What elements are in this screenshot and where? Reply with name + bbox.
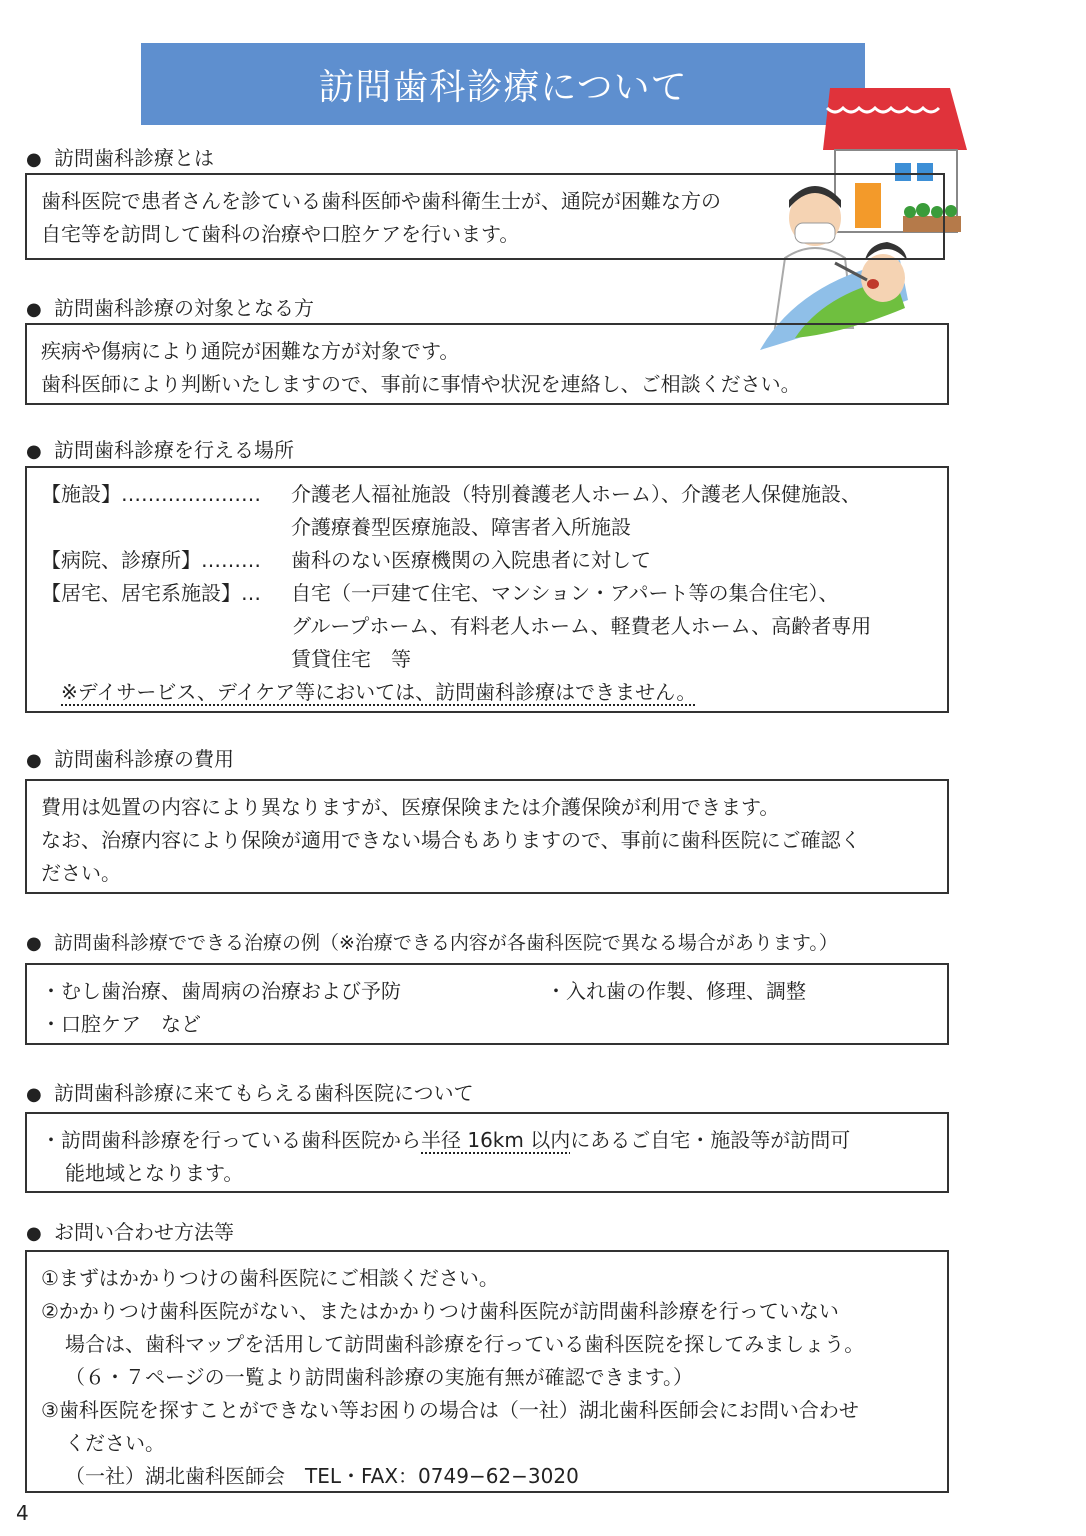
treatment-item-2: ・入れ歯の作製、修理、調整 <box>546 979 806 1003</box>
facility-line-2: 介護療養型医療施設、障害者入所施設 <box>291 515 631 539</box>
places-note: ※デイサービス、デイケア等においては、訪問歯科診療はできません。 <box>61 680 697 704</box>
bullet-icon: ● <box>26 933 42 954</box>
section-heading-about: ● 訪問歯科診療とは <box>26 145 214 173</box>
home-label: 【居宅、居宅系施設】… <box>41 581 261 605</box>
contact-line-1: ①まずはかかりつけの歯科医院にご相談ください。 <box>41 1266 499 1290</box>
home-line-2: グループホーム、有料老人ホーム、軽費老人ホーム、高齢者専用 <box>291 614 872 638</box>
contact-line-5: ③歯科医院を探すことができない等お困りの場合は（一社）湖北歯科医師会にお問い合わせ <box>41 1398 859 1422</box>
facility-line-1: 介護老人福祉施設（特別養護老人ホーム）、介護老人保健施設、 <box>291 482 861 506</box>
bullet-icon: ● <box>26 750 42 771</box>
cost-line-2: なお、治療内容により保険が適用できない場合もありますので、事前に歯科医院にご確認く <box>41 828 861 852</box>
home-line-3: 賃貸住宅 等 <box>291 647 411 671</box>
places-box <box>25 466 949 713</box>
section-heading-treatments: ● 訪問歯科診療でできる治療の例（※治療できる内容が各歯科医院で異なる場合があります。） <box>26 930 838 957</box>
hospital-value: 歯科のない医療機関の入院患者に対して <box>291 548 651 572</box>
about-line-1: 歯科医院で患者さんを診ている歯科医師や歯科衛生士が、通院が困難な方の <box>41 189 721 213</box>
clinics-line-1: ・訪問歯科診療を行っている歯科医院から半径 16km 以内にあるご自宅・施設等が訪問可 <box>41 1128 851 1152</box>
section-heading-clinics: ● 訪問歯科診療に来てもらえる歯科医院について <box>26 1080 474 1108</box>
section-heading-contact: ● お問い合わせ方法等 <box>26 1219 234 1247</box>
contact-phone: （一社）湖北歯科医師会 TEL・FAX：0749−62−3020 <box>65 1464 579 1488</box>
contact-line-2: ②かかりつけ歯科医院がない、またはかかりつけ歯科医院が訪問歯科診療を行っていない <box>41 1299 839 1323</box>
house-roof <box>823 88 967 150</box>
target-box <box>25 323 949 405</box>
hospital-label: 【病院、診療所】……… <box>41 548 261 572</box>
treatments-box <box>25 963 949 1045</box>
target-line-1: 疾病や傷病により通院が困難な方が対象です。 <box>41 339 460 363</box>
treatment-item-1: ・むし歯治療、歯周病の治療および予防 <box>41 979 401 1003</box>
bullet-icon: ● <box>26 299 42 320</box>
clinics-line-2: 能地域となります。 <box>65 1161 244 1185</box>
cost-box <box>25 779 949 894</box>
bullet-icon: ● <box>26 1223 42 1244</box>
bullet-icon: ● <box>26 441 42 462</box>
bullet-icon: ● <box>26 149 42 170</box>
cost-line-3: ださい。 <box>41 861 121 885</box>
page-number: 4 <box>16 1501 29 1525</box>
clinics-box <box>25 1112 949 1193</box>
target-line-2: 歯科医師により判断いたしますので、事前に事情や状況を連絡し、ご相談ください。 <box>41 372 801 396</box>
section-heading-places: ● 訪問歯科診療を行える場所 <box>26 437 294 465</box>
contact-line-3: 場合は、歯科マップを活用して訪問歯科診療を行っている歯科医院を探してみましょう。 <box>65 1332 865 1356</box>
contact-box <box>25 1250 949 1493</box>
cost-line-1: 費用は処置の内容により異なりますが、医療保険または介護保険が利用できます。 <box>41 795 780 819</box>
bullet-icon: ● <box>26 1084 42 1105</box>
facility-label: 【施設】………………… <box>41 482 261 506</box>
about-box <box>25 173 945 260</box>
section-heading-cost: ● 訪問歯科診療の費用 <box>26 746 234 774</box>
patient-figure <box>861 254 905 302</box>
contact-line-4: （６・７ページの一覧より訪問歯科診療の実施有無が確認できます。） <box>65 1365 693 1389</box>
radius-emphasis: 半径 16km 以内 <box>421 1128 571 1152</box>
contact-line-6: ください。 <box>65 1431 165 1455</box>
treatment-item-3: ・口腔ケア など <box>41 1012 201 1036</box>
page-title: 訪問歯科診療について <box>141 43 865 125</box>
home-line-1: 自宅（一戸建て住宅、マンション・アパート等の集合住宅）、 <box>291 581 839 605</box>
about-line-2: 自宅等を訪問して歯科の治療や口腔ケアを行います。 <box>41 222 520 246</box>
section-heading-target: ● 訪問歯科診療の対象となる方 <box>26 295 314 323</box>
